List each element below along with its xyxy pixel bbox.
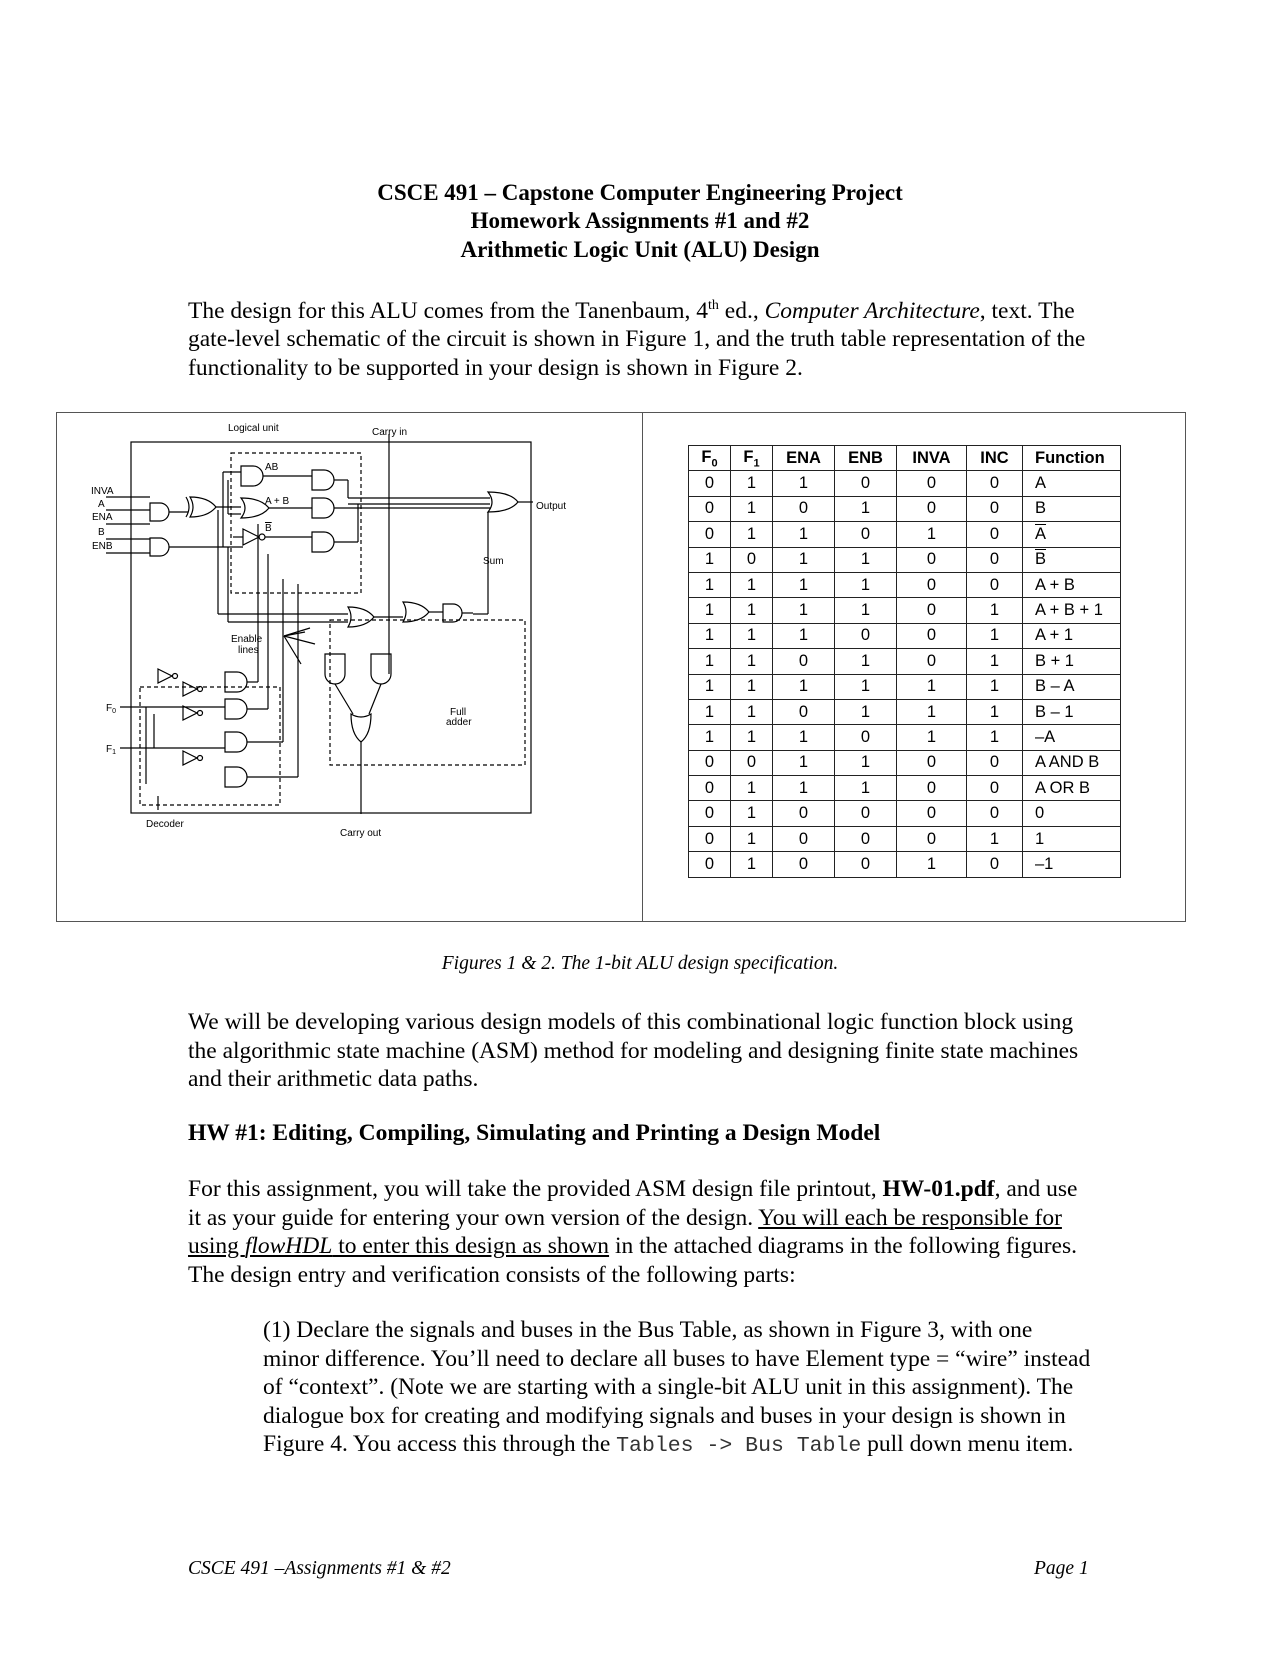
label-adder: adder: [446, 717, 472, 728]
table-cell: 1: [835, 496, 897, 521]
table-cell-function: 0: [1023, 801, 1121, 826]
table-cell: 0: [835, 522, 897, 547]
table-cell: 1: [897, 522, 967, 547]
label-output: Output: [536, 501, 567, 512]
table-cell-function: –A: [1023, 725, 1121, 750]
header-enb: ENB: [835, 446, 897, 471]
table-cell: 1: [773, 623, 835, 648]
table-cell: 0: [897, 471, 967, 496]
label-enb: ENB: [92, 541, 113, 552]
table-cell: 0: [967, 547, 1023, 572]
header-inc: INC: [967, 446, 1023, 471]
table-cell: 1: [967, 725, 1023, 750]
table-row: [689, 547, 1121, 572]
label-logical-unit: Logical unit: [228, 423, 279, 434]
table-row: [689, 598, 1121, 623]
table-cell: 0: [835, 826, 897, 851]
table-row: [689, 699, 1121, 724]
label-a-plus-b: A + B: [265, 496, 290, 507]
table-cell: 1: [731, 522, 773, 547]
table-row: [689, 623, 1121, 648]
table-cell: 0: [897, 826, 967, 851]
table-cell: 0: [897, 623, 967, 648]
table-cell: 0: [731, 750, 773, 775]
table-cell: 1: [731, 852, 773, 877]
table-cell: 0: [897, 750, 967, 775]
table-row: [689, 572, 1121, 597]
table-cell: 1: [731, 623, 773, 648]
table-cell: 1: [835, 598, 897, 623]
table-cell: 0: [773, 496, 835, 521]
table-cell: 0: [689, 801, 731, 826]
table-cell: 1: [835, 572, 897, 597]
table-cell: 1: [967, 623, 1023, 648]
table-cell-function: B: [1023, 496, 1121, 521]
title-line-3: Arithmetic Logic Unit (ALU) Design: [460, 237, 820, 262]
table-cell-function: B – A: [1023, 674, 1121, 699]
table-cell: 1: [967, 674, 1023, 699]
table-cell: 1: [897, 674, 967, 699]
table-cell: 0: [835, 725, 897, 750]
table-cell: 0: [689, 750, 731, 775]
table-cell: 1: [773, 725, 835, 750]
figure-divider: [642, 412, 643, 922]
table-row: [689, 776, 1121, 801]
table-cell: 0: [689, 496, 731, 521]
hw1-heading: HW #1: Editing, Compiling, Simulating and Printing a Design Model: [188, 1120, 881, 1146]
table-cell: 0: [835, 471, 897, 496]
table-cell: 1: [689, 572, 731, 597]
table-cell: 1: [689, 725, 731, 750]
table-cell-function: –1: [1023, 852, 1121, 877]
table-cell: 0: [967, 776, 1023, 801]
header-f1: $F_1$: [731, 446, 773, 471]
table-cell: 0: [967, 522, 1023, 547]
item-1: (1) Declare the signals and buses in the Bus Table, as shown in Figure 3, with one minor difference. You’ll need to declare all buses to have Element type = “wire” instead of “context”. (Note we are starting with a single-bit ALU unit in this assignment). The dialogue box for creating and modifying signals and buses in your design is shown in Figure 4. You access this through the Tables -> Bus Table pull down menu item.: [263, 1317, 1091, 1458]
table-cell: 0: [897, 649, 967, 674]
table-cell: 0: [773, 852, 835, 877]
label-sum: Sum: [483, 556, 504, 567]
label-decoder: Decoder: [146, 819, 184, 830]
table-cell: 0: [689, 852, 731, 877]
label-enable: Enable: [231, 634, 263, 645]
table-cell: 1: [773, 750, 835, 775]
intro-paragraph: The design for this ALU comes from the Tanenbaum, 4th ed., Computer Architecture, text. The gate-level schematic of the circuit is shown in Figure 1, and the truth table representation of the functionality to be supported in your design is shown in Figure 2.: [188, 297, 1086, 381]
table-cell: 1: [731, 649, 773, 674]
table-cell: 0: [967, 750, 1023, 775]
table-cell: 1: [731, 471, 773, 496]
table-row: [689, 750, 1121, 775]
paragraph-asm: We will be developing various design models of this combinational logic function block using the algorithmic state machine (ASM) method for modeling and designing finite state machines and their arithmetic data paths.: [188, 1009, 1079, 1092]
table-cell: 1: [689, 649, 731, 674]
footer-left: CSCE 491 –Assignments #1 & #2: [188, 1558, 451, 1579]
table-cell: 1: [897, 725, 967, 750]
table-cell-function: A + B: [1023, 572, 1121, 597]
table-cell: 1: [967, 598, 1023, 623]
table-cell: 0: [897, 776, 967, 801]
table-cell: 1: [773, 471, 835, 496]
table-cell: 1: [835, 699, 897, 724]
table-cell-function: 1: [1023, 826, 1121, 851]
label-b-bar: B: [265, 523, 272, 534]
table-cell: 0: [773, 649, 835, 674]
table-cell: 1: [731, 496, 773, 521]
title-line-1: CSCE 491 – Capstone Computer Engineering Project: [377, 180, 903, 205]
table-cell-function: A AND B: [1023, 750, 1121, 775]
table-cell: 0: [689, 826, 731, 851]
table-cell: 0: [689, 776, 731, 801]
table-cell: 0: [897, 572, 967, 597]
table-cell: 1: [773, 547, 835, 572]
footer-page-number: Page 1: [1034, 1558, 1089, 1579]
table-row: [689, 725, 1121, 750]
header-inva: INVA: [897, 446, 967, 471]
label-ena: ENA: [92, 512, 113, 523]
label-f1: $F_1$: [106, 744, 117, 756]
table-cell: 0: [967, 852, 1023, 877]
table-cell-function: A + 1: [1023, 623, 1121, 648]
label-inva: INVA: [91, 486, 114, 497]
table-cell: 0: [835, 852, 897, 877]
table-row: [689, 471, 1121, 496]
table-cell-function: B + 1: [1023, 649, 1121, 674]
table-cell: 1: [731, 725, 773, 750]
table-cell: 0: [689, 471, 731, 496]
table-cell: 1: [689, 623, 731, 648]
alu-schematic: [58, 414, 640, 920]
table-cell: 1: [773, 776, 835, 801]
label-a: A: [98, 499, 105, 510]
table-cell: 1: [731, 826, 773, 851]
table-cell-function: $\overline{A}$: [1023, 522, 1121, 547]
table-cell: 1: [773, 572, 835, 597]
header-function: Function: [1023, 446, 1121, 471]
table-cell: 0: [897, 547, 967, 572]
table-cell: 0: [897, 801, 967, 826]
table-row: [689, 852, 1121, 877]
table-cell: 1: [773, 674, 835, 699]
table-cell: 1: [835, 750, 897, 775]
table-cell: 0: [967, 471, 1023, 496]
label-full: Full: [450, 707, 467, 718]
header-ena: ENA: [773, 446, 835, 471]
table-cell: 1: [967, 649, 1023, 674]
table-cell: 0: [897, 598, 967, 623]
table-cell: 0: [897, 496, 967, 521]
table-cell: 0: [773, 801, 835, 826]
label-carry-out: Carry out: [340, 828, 382, 839]
table-cell-function: A: [1023, 471, 1121, 496]
table-row: [689, 826, 1121, 851]
table-row: [689, 496, 1121, 521]
table-cell: 1: [689, 674, 731, 699]
table-cell: 1: [731, 674, 773, 699]
label-carry-in: Carry in: [372, 427, 408, 438]
title-line-2: Homework Assignments #1 and #2: [470, 208, 810, 233]
table-cell-function: A + B + 1: [1023, 598, 1121, 623]
table-cell: 0: [731, 547, 773, 572]
table-row: [689, 649, 1121, 674]
truth-table-header: [689, 446, 1121, 471]
table-cell: 0: [689, 522, 731, 547]
table-cell: 1: [897, 852, 967, 877]
table-cell: 1: [731, 801, 773, 826]
table-cell: 0: [967, 801, 1023, 826]
table-cell: 1: [967, 826, 1023, 851]
table-cell: 1: [773, 522, 835, 547]
table-cell: 0: [773, 699, 835, 724]
label-b: B: [98, 527, 105, 538]
table-cell-function: B – 1: [1023, 699, 1121, 724]
table-cell: 1: [689, 547, 731, 572]
table-cell: 0: [967, 572, 1023, 597]
table-cell: 1: [835, 649, 897, 674]
label-f0: $F_0$: [106, 703, 117, 715]
table-cell: 0: [967, 496, 1023, 521]
truth-table: [688, 445, 1121, 878]
figure-caption: Figures 1 & 2. The 1-bit ALU design specification.: [441, 953, 839, 974]
table-cell: 1: [773, 598, 835, 623]
table-cell: 1: [967, 699, 1023, 724]
table-cell-function: A OR B: [1023, 776, 1121, 801]
label-lines: lines: [238, 645, 259, 656]
table-cell: 1: [835, 547, 897, 572]
table-row: [689, 522, 1121, 547]
table-cell: 0: [835, 623, 897, 648]
paragraph-assignment: For this assignment, you will take the provided ASM design file printout, HW-01.pdf, and use it as your guide for entering your own version of the design. You will each be responsible for using flowHDL to enter this design as shown in the attached diagrams in the following figures. The design entry and verification consists of the following parts:: [188, 1176, 1078, 1288]
table-cell: 1: [897, 699, 967, 724]
table-cell: 1: [689, 699, 731, 724]
table-cell: 0: [773, 826, 835, 851]
table-cell: 1: [731, 598, 773, 623]
table-row: [689, 801, 1121, 826]
table-cell: 1: [731, 572, 773, 597]
table-cell: 0: [835, 801, 897, 826]
table-cell: 1: [835, 776, 897, 801]
table-cell: 1: [731, 699, 773, 724]
table-cell-function: $\overline{B}$: [1023, 547, 1121, 572]
table-cell: 1: [689, 598, 731, 623]
label-ab: AB: [265, 462, 279, 473]
table-row: [689, 674, 1121, 699]
header-f0: $F_0$: [689, 446, 731, 471]
table-cell: 1: [835, 674, 897, 699]
table-cell: 1: [731, 776, 773, 801]
